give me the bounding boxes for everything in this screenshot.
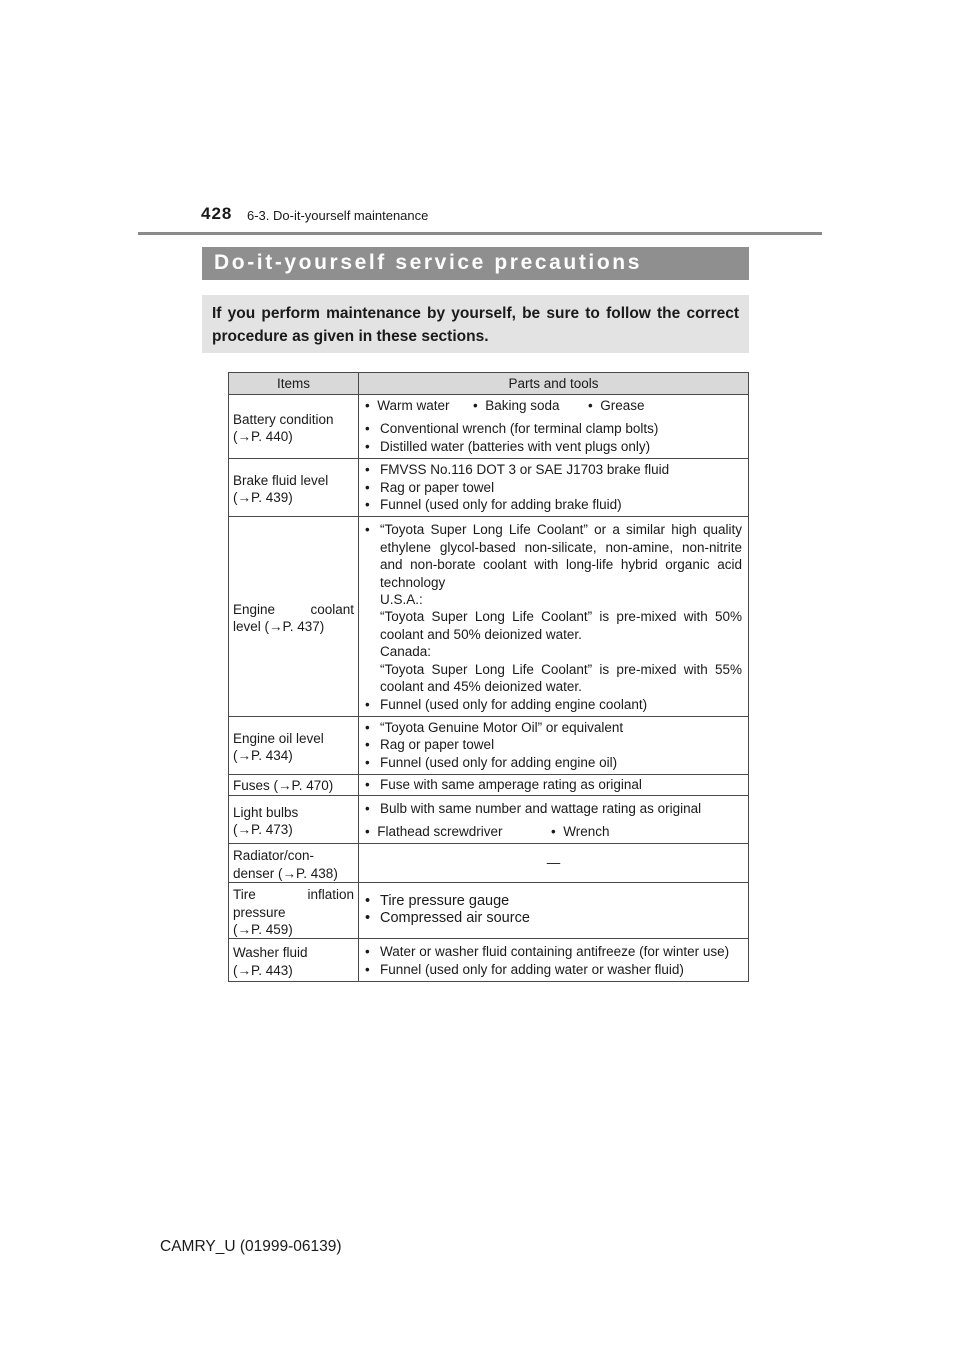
list-item: Funnel (used only for adding brake fluid) <box>380 497 622 513</box>
item-cell <box>229 795 359 844</box>
item-cell <box>229 459 359 517</box>
list-item: Funnel (used only for adding water or washer fluid) <box>380 961 684 977</box>
table-row <box>229 939 749 982</box>
table-row <box>229 883 749 939</box>
intro-box <box>202 295 749 353</box>
bullet: • <box>365 438 370 454</box>
bullet: • <box>365 497 370 513</box>
items-header: Items <box>229 373 359 395</box>
list-item: Baking soda <box>485 398 560 413</box>
section-label: 6-3. Do-it-yourself maintenance <box>247 208 429 223</box>
list-item: Compressed air source <box>380 910 530 927</box>
region-text-canada: “Toyota Super Long Life Coolant” is pre-mixed with 55% coolant and 45% deionized water. <box>380 661 742 695</box>
region-text-usa: “Toyota Super Long Life Coolant” is pre-mixed with 50% coolant and 50% deionized water. <box>380 609 742 642</box>
tools-cell <box>359 795 749 844</box>
coolant-spec: “Toyota Super Long Life Coolant” or a similar high quality ethylene glycol-based non-silicate, non-amine, non-nitrite and non-borate coolant with long-life hybrid organic acid technology <box>380 522 742 590</box>
tools-cell <box>359 939 749 982</box>
bullet: • <box>365 398 370 413</box>
list-item: Funnel (used only for adding engine coolant) <box>380 696 648 712</box>
list-item: Warm water <box>377 398 450 413</box>
bullet: • <box>365 961 370 977</box>
bullet: • <box>473 398 478 413</box>
bullet: • <box>551 823 556 839</box>
table-header-row <box>229 373 749 395</box>
list-item: Water or washer fluid containing antifreeze (for winter use) <box>380 944 730 960</box>
region-label-canada: Canada: <box>380 644 432 660</box>
bullet: • <box>365 462 370 478</box>
item-page-ref: (→P. 434) <box>233 748 293 764</box>
item-cell <box>229 844 359 883</box>
table-row <box>229 844 749 883</box>
list-item: Flathead screwdriver <box>377 823 503 839</box>
table-row <box>229 795 749 844</box>
bullet: • <box>365 823 370 839</box>
maintenance-table <box>228 372 749 982</box>
table-row <box>229 459 749 517</box>
bullet: • <box>365 421 370 437</box>
list-item: Fuse with same amperage rating as original <box>380 777 642 793</box>
tools-cell <box>359 395 749 459</box>
item-label: Engine coolant <box>233 601 354 617</box>
bullet: • <box>365 737 370 753</box>
table-row <box>229 517 749 716</box>
bullet: • <box>365 696 370 712</box>
item-label: Engine oil level <box>233 730 324 746</box>
item-label: Light bulbs <box>233 804 299 820</box>
item-label-cont: pressure <box>233 904 286 920</box>
list-item: Distilled water (batteries with vent plugs only) <box>380 438 651 454</box>
tools-cell <box>359 716 749 774</box>
bullet: • <box>365 479 370 495</box>
list-item: Conventional wrench (for terminal clamp bolts) <box>380 421 659 437</box>
inline-list <box>365 823 742 840</box>
item-label: Washer fluid <box>233 945 308 961</box>
bullet: • <box>365 777 370 793</box>
tools-cell <box>359 459 749 517</box>
inline-list <box>365 397 742 414</box>
tools-cell <box>359 883 749 939</box>
item-cell <box>229 883 359 939</box>
bullet: • <box>365 944 370 960</box>
intro-text: If you perform maintenance by yourself, be sure to follow the correct procedure as given in these sections. <box>212 305 739 345</box>
tools-cell <box>359 775 749 795</box>
list-item: Funnel (used only for adding engine oil) <box>380 754 618 770</box>
region-label-usa: U.S.A.: <box>380 592 423 608</box>
item-label: Fuses (→P. 470) <box>233 777 334 793</box>
bullet: • <box>365 892 371 909</box>
header-divider <box>138 232 822 235</box>
item-cell <box>229 517 359 716</box>
bullet: • <box>365 800 370 816</box>
empty-dash: — <box>546 855 561 871</box>
list-item: Rag or paper towel <box>380 737 495 753</box>
table-row <box>229 775 749 795</box>
item-page-ref: (→P. 443) <box>233 962 293 978</box>
page-number: 428 <box>201 204 233 223</box>
item-cell <box>229 395 359 459</box>
bullet: • <box>365 910 371 927</box>
item-page-ref: (→P. 473) <box>233 821 293 837</box>
item-page-ref: (→P. 440) <box>233 429 293 445</box>
list-item: Tire pressure gauge <box>380 892 510 909</box>
item-page-ref: (→P. 439) <box>233 490 293 506</box>
bullet: • <box>588 398 593 413</box>
list-item: “Toyota Genuine Motor Oil” or equivalent <box>380 719 624 735</box>
bullet: • <box>365 522 370 538</box>
item-label: Brake fluid level <box>233 472 329 488</box>
table-row <box>229 395 749 459</box>
item-page-ref: (→P. 459) <box>233 921 293 937</box>
tools-cell <box>359 517 749 716</box>
item-cell <box>229 939 359 982</box>
list-item: Grease <box>600 398 645 413</box>
item-label: Battery condition <box>233 411 334 427</box>
list-item: Bulb with same number and wattage rating as original <box>380 800 702 816</box>
parts-header: Parts and tools <box>359 373 749 395</box>
list-item: Rag or paper towel <box>380 479 495 495</box>
bullet: • <box>365 719 370 735</box>
list-item: FMVSS No.116 DOT 3 or SAE J1703 brake fluid <box>380 462 670 478</box>
tools-cell <box>359 844 749 883</box>
item-cell <box>229 716 359 774</box>
item-label: Radiator/con- <box>233 848 315 864</box>
footer-doc-code: CAMRY_U (01999-06139) <box>160 1238 342 1255</box>
item-cell <box>229 775 359 795</box>
bullet: • <box>365 754 370 770</box>
table-row <box>229 716 749 774</box>
item-page-ref: denser (→P. 438) <box>233 865 338 881</box>
item-label: Tire inflation <box>233 887 354 903</box>
title-bar <box>202 247 749 280</box>
list-item: Wrench <box>563 823 610 839</box>
item-page-ref: level (→P. 437) <box>233 619 325 635</box>
page-title: Do-it-yourself service precautions <box>214 251 642 274</box>
